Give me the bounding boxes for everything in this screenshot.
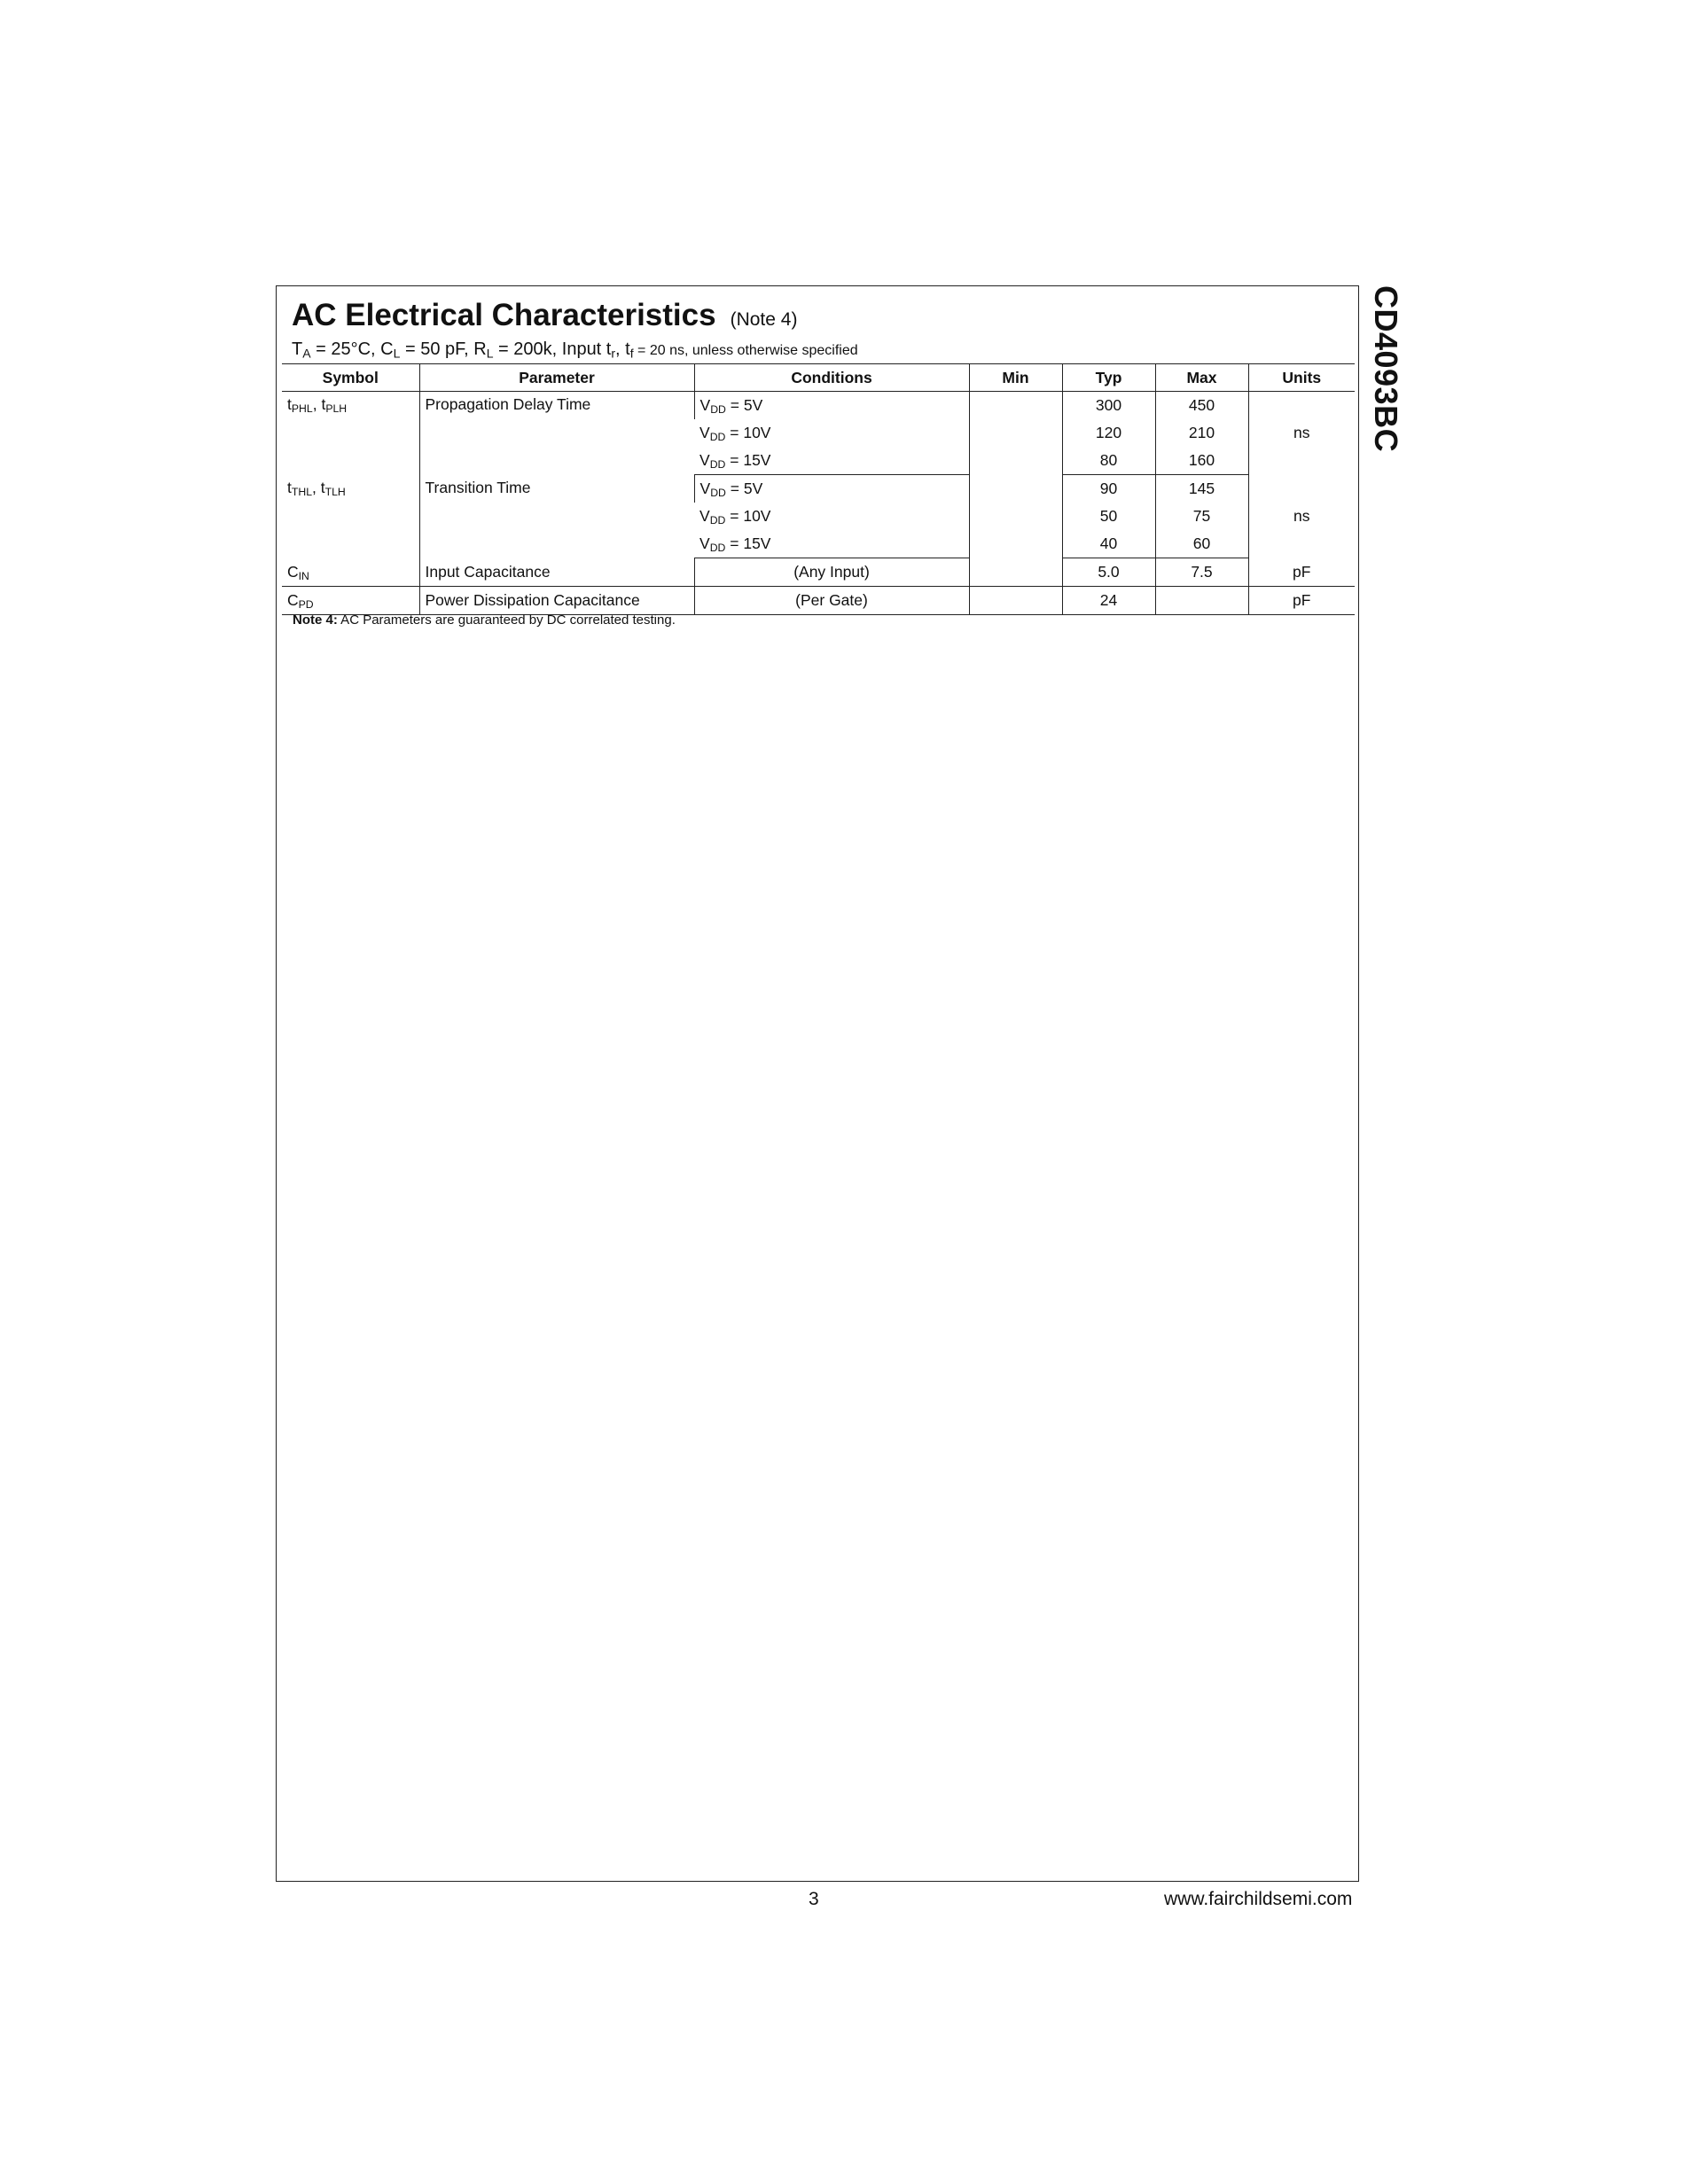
header-parameter: Parameter: [419, 364, 694, 392]
min-cell: [969, 558, 1062, 587]
header-symbol: Symbol: [282, 364, 419, 392]
min-cell: [969, 475, 1062, 558]
symbol-cell: $t_{PHL}$, $t_{PLH}$: [287, 395, 348, 416]
website-link[interactable]: www.fairchildsemi.com: [1164, 1889, 1353, 1909]
parameter-cell: Propagation Delay Time: [419, 392, 694, 475]
symbol-cell: $C_{PD}$: [282, 587, 419, 615]
typ-cell: 24: [1062, 587, 1155, 615]
min-cell: [969, 392, 1062, 475]
table-row: [282, 558, 1355, 587]
parameter-cell: Power Dissipation Capacitance: [419, 587, 694, 615]
table-row: [282, 587, 1355, 615]
units-cell: pF: [1248, 558, 1355, 587]
parameter-cell: Transition Time: [419, 475, 694, 558]
conditions-cell: $V_{DD} = 10V$: [699, 507, 771, 527]
conditions-cell: (Any Input): [694, 558, 969, 587]
max-cell: 145: [1155, 475, 1248, 503]
max-cell: 75: [1155, 503, 1248, 530]
cond-ta-sub: A: [302, 346, 311, 361]
conditions-cell: $V_{DD} = 10V$: [699, 424, 771, 444]
header-conditions: Conditions: [694, 364, 969, 392]
header-min: Min: [969, 364, 1062, 392]
test-conditions: [292, 339, 858, 360]
typ-cell: 5.0: [1062, 558, 1155, 587]
typ-cell: 80: [1062, 447, 1155, 475]
cond-ta: T: [292, 339, 303, 359]
parameter-cell: Input Capacitance: [419, 558, 694, 587]
typ-cell: 50: [1062, 503, 1155, 530]
cond-rl-sub: L: [486, 346, 494, 361]
conditions-cell: $V_{DD} = 5V$: [694, 475, 969, 503]
cond-tail: = 20 ns, unless otherwise specified: [633, 343, 858, 358]
min-cell: [969, 587, 1062, 615]
header-typ: Typ: [1062, 364, 1155, 392]
cond-cl-sub: L: [393, 346, 401, 361]
footnote: [293, 612, 676, 628]
section-heading: [292, 298, 797, 333]
side-part-number: [1364, 285, 1404, 453]
symbol-cell: $C_{IN}$: [282, 558, 419, 587]
ac-characteristics-table: [282, 363, 1355, 615]
max-cell: [1155, 587, 1248, 615]
units-cell: ns: [1248, 475, 1355, 558]
symbol-cell: $t_{THL}$, $t_{TLH}$: [287, 478, 346, 498]
max-cell: 450: [1155, 392, 1248, 420]
typ-cell: 40: [1062, 530, 1155, 558]
max-cell: 7.5: [1155, 558, 1248, 587]
section-note-ref: (Note 4): [730, 309, 798, 330]
cond-tr-sub: r: [611, 346, 616, 361]
side-part-number-text: CD4093BC: [1368, 285, 1404, 453]
table-row: [282, 392, 1355, 420]
cond-sep: , t: [615, 339, 630, 359]
typ-cell: 120: [1062, 419, 1155, 447]
max-cell: 60: [1155, 530, 1248, 558]
footnote-text: AC Parameters are guaranteed by DC correlated testing.: [337, 612, 676, 628]
units-cell: pF: [1248, 587, 1355, 615]
conditions-cell: $V_{DD} = 15V$: [694, 447, 969, 475]
cond-ta-val: = 25°C, C: [310, 339, 394, 359]
conditions-cell: $V_{DD} = 5V$: [694, 392, 969, 420]
section-title: AC Electrical Characteristics: [292, 298, 716, 332]
conditions-cell: $V_{DD} = 15V$: [694, 530, 969, 558]
header-units: Units: [1248, 364, 1355, 392]
header-max: Max: [1155, 364, 1248, 392]
units-cell: ns: [1248, 392, 1355, 475]
typ-cell: 300: [1062, 392, 1155, 420]
table-row: [282, 475, 1355, 503]
typ-cell: 90: [1062, 475, 1155, 503]
footnote-label: Note 4:: [293, 612, 338, 628]
table-header-row: [282, 364, 1355, 392]
page-number: 3: [809, 1889, 819, 1909]
cond-cl-val: = 50 pF, R: [400, 339, 487, 359]
max-cell: 160: [1155, 447, 1248, 475]
cond-tf-sub: f: [629, 346, 634, 361]
conditions-cell: (Per Gate): [694, 587, 969, 615]
cond-rl-val: = 200k, Input t: [493, 339, 612, 359]
max-cell: 210: [1155, 419, 1248, 447]
